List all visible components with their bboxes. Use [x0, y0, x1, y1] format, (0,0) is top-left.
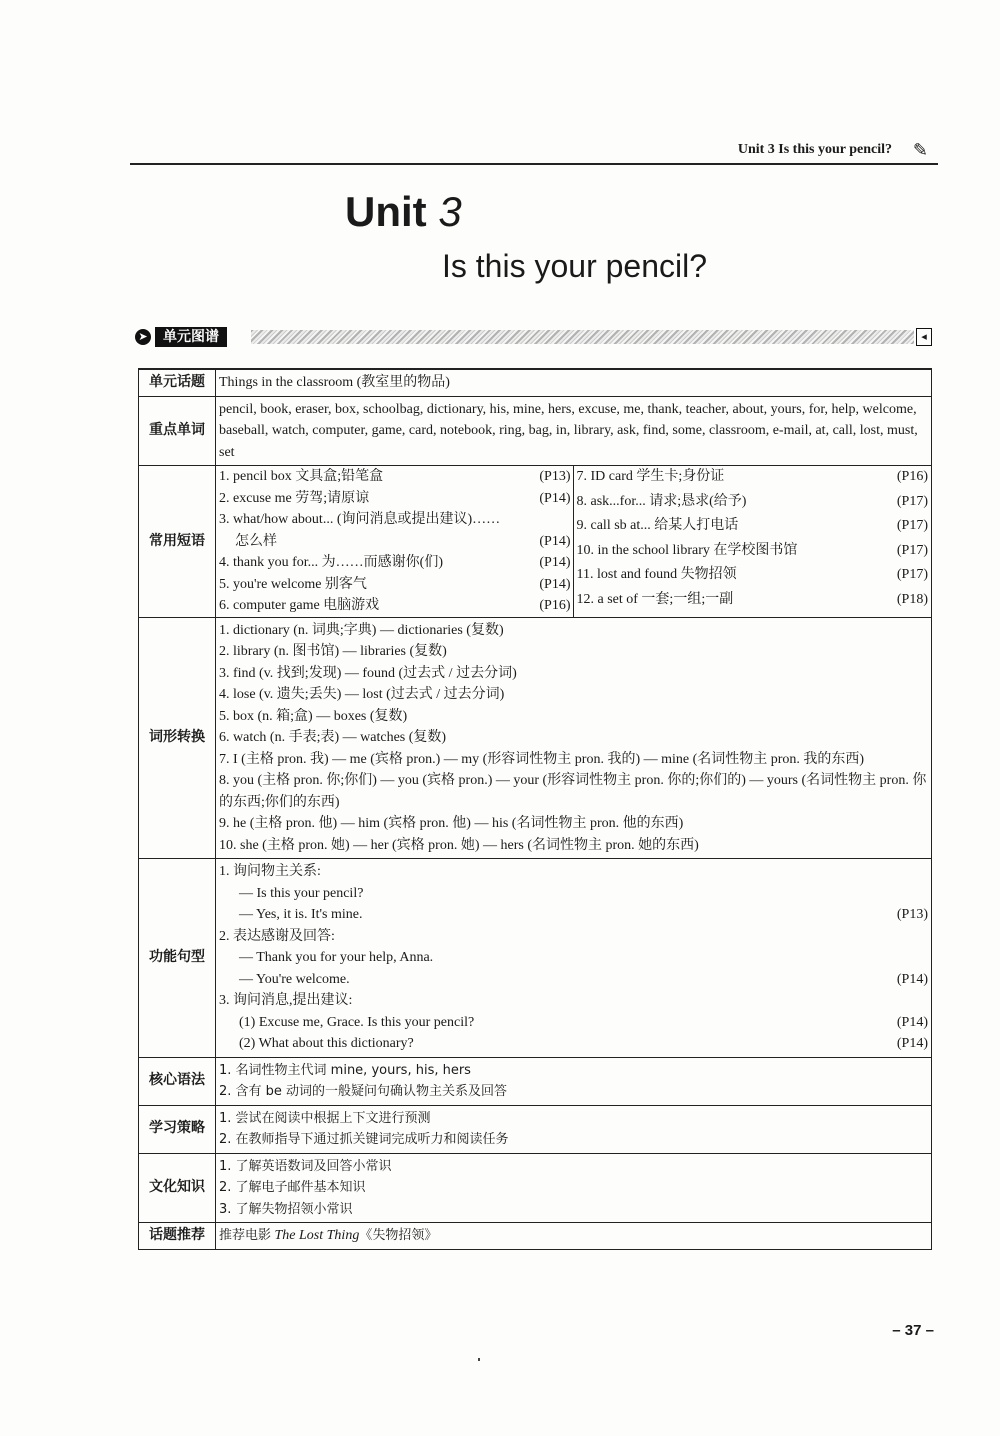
phrase-text: 7. ID card 学生卡;身份证 — [576, 469, 725, 484]
sentence-text: — Thank you for your help, Anna. — [239, 950, 434, 965]
page-ref: (P13) — [539, 469, 571, 484]
cell-label: 词形转换 — [139, 617, 216, 859]
grammar-cell — [216, 1057, 932, 1105]
sentence-text: — Yes, it is. It's mine. — [239, 907, 363, 922]
list-item — [219, 947, 928, 969]
phrase-text: 12. a set of 一套;一组;一副 — [576, 591, 734, 607]
word-forms-cell — [216, 617, 932, 859]
phrase-text: 怎么样 — [235, 533, 277, 549]
list-item: 3. find (v. 找到;发现) — found (过去式 / 过去分词) — [219, 665, 517, 681]
page-number: – 37 – — [892, 1322, 934, 1339]
running-head: Unit 3 Is this your pencil? — [737, 142, 892, 157]
key-words-text: pencil, book, eraser, box, schoolbag, dictionary, his, mine, hers, excuse, me, thank, teacher, about, yours, for, help, welcome, baseball, watch, computer, game, card, notebook, ring, bag, in, library, ask, find, some, classroom, e-mail, at, call, lost, must, set — [216, 396, 932, 466]
list-item — [219, 1033, 928, 1055]
list-item — [219, 488, 571, 510]
arrow-left-icon: ◂ — [916, 328, 932, 346]
topic-text: Things in the classroom (教室里的物品) — [216, 369, 932, 396]
page-ref: (P14) — [896, 1014, 928, 1030]
phrase-text: 11. lost and found 失物招领 — [576, 567, 737, 582]
list-item: 5. box (n. 箱;盒) — boxes (复数) — [219, 708, 408, 724]
list-item — [219, 926, 928, 948]
page-ref: (P14) — [539, 533, 571, 549]
phrase-text: 8. ask...for... 请求;恳求(给予) — [576, 493, 747, 509]
list-item: 4. lose (v. 遗失;丢失) — lost (过去式 / 过去分词) — [219, 687, 505, 702]
row-phrases — [139, 466, 932, 618]
cell-label: 单元话题 — [139, 369, 216, 396]
list-item: 1. dictionary (n. 词典;字典) — dictionaries (复数) — [219, 622, 504, 638]
unit-map-table — [138, 368, 932, 1250]
page-ref: (P14) — [539, 576, 571, 592]
arrow-right-icon: ➤ — [135, 329, 151, 345]
page-ref: (P14) — [539, 555, 571, 570]
page-ref: (P14) — [896, 971, 928, 987]
list-item: 1. 名词性物主代词 mine, yours, his, hers — [219, 1062, 471, 1078]
phrases-left-column — [219, 466, 573, 617]
list-item — [219, 969, 928, 991]
list-item — [219, 883, 928, 905]
speck — [478, 1358, 480, 1361]
list-item — [219, 509, 571, 531]
row-topic — [139, 369, 932, 396]
row-grammar — [139, 1057, 932, 1105]
recommend-prefix: 推荐电影 — [219, 1228, 272, 1243]
unit-number: 3 — [438, 188, 462, 235]
cell-label: 功能句型 — [139, 859, 216, 1058]
banner-badge — [135, 326, 227, 348]
film-title: The Lost Thing — [274, 1228, 360, 1243]
phrases-cell — [216, 466, 932, 618]
list-item: 10. she (主格 pron. 她) — her (宾格 pron. 她) — hers (名词性物主 pron. 她的东西) — [219, 837, 699, 853]
sentence-text: — You're welcome. — [239, 971, 350, 987]
sentence-text: — Is this your pencil? — [239, 885, 364, 901]
recommend-cell — [216, 1223, 932, 1250]
phrase-text: 9. call sb at... 给某人打电话 — [576, 518, 739, 533]
sentence-text: 3. 询问消息,提出建议: — [219, 993, 353, 1008]
phrase-text: 5. you're welcome 别客气 — [219, 576, 367, 592]
cell-label: 学习策略 — [139, 1105, 216, 1153]
phrase-text: 2. excuse me 劳驾;请原谅 — [219, 490, 370, 506]
list-item — [219, 595, 571, 617]
list-item: 7. I (主格 pron. 我) — me (宾格 pron.) — my (形容词性物主 pron. 我的) — mine (名词性物主 pron. 我的东西) — [219, 751, 865, 767]
page-ref: (P18) — [896, 591, 928, 607]
list-item: 8. you (主格 pron. 你;你们) — you (宾格 pron.) — your (形容词性物主 pron. 你的;你们的) — yours (名词性物主 pron. 你的东西;你们的东西) — [219, 773, 927, 810]
list-item — [577, 515, 929, 537]
header-rule — [130, 163, 938, 165]
phrase-text: 10. in the school library 在学校图书馆 — [576, 542, 798, 558]
section-banner — [135, 326, 932, 348]
phrase-text: 3. what/how about... (询问消息或提出建议)…… — [219, 512, 501, 527]
strategy-cell — [216, 1105, 932, 1153]
list-item: 1. 尝试在阅读中根据上下文进行预测 — [219, 1110, 431, 1126]
phrase-text: 4. thank you for... 为……而感谢你(们) — [219, 555, 443, 570]
list-item: 3. 了解失物招领小常识 — [219, 1201, 353, 1217]
phrases-right-column — [573, 466, 929, 617]
list-item: 2. 含有 be 动词的一般疑问句确认物主关系及回答 — [219, 1084, 508, 1099]
banner-texture — [251, 330, 914, 344]
culture-cell — [216, 1153, 932, 1223]
list-item — [577, 491, 929, 513]
list-item: 1. 了解英语数词及回答小常识 — [219, 1158, 392, 1174]
list-item: 2. 在教师指导下通过抓关键词完成听力和阅读任务 — [219, 1132, 509, 1147]
unit-heading — [345, 188, 462, 236]
list-item — [577, 564, 929, 586]
sentence-text: (2) What about this dictionary? — [239, 1036, 414, 1051]
list-item: 2. 了解电子邮件基本知识 — [219, 1180, 366, 1195]
row-functions — [139, 859, 932, 1058]
unit-label: Unit — [345, 188, 427, 235]
list-item — [219, 552, 571, 574]
page-ref: (P13) — [896, 907, 928, 922]
row-word-forms — [139, 617, 932, 859]
banner-label: 单元图谱 — [155, 327, 227, 347]
page-ref: (P17) — [896, 518, 928, 533]
list-item — [219, 531, 571, 553]
sentence-text: 2. 表达感谢及回答: — [219, 928, 335, 944]
row-recommend — [139, 1223, 932, 1250]
cell-label: 文化知识 — [139, 1153, 216, 1223]
functions-cell — [216, 859, 932, 1058]
cell-label: 话题推荐 — [139, 1223, 216, 1250]
sentence-text: (1) Excuse me, Grace. Is this your pencil? — [239, 1014, 475, 1030]
page-ref: (P17) — [896, 567, 928, 582]
row-words — [139, 396, 932, 466]
list-item — [219, 574, 571, 596]
list-item: 6. watch (n. 手表;表) — watches (复数) — [219, 730, 447, 745]
film-title-cn: 《失物招领》 — [359, 1228, 438, 1243]
unit-title: Is this your pencil? — [442, 248, 708, 284]
phrase-text: 1. pencil box 文具盒;铅笔盒 — [219, 469, 384, 484]
phrase-text: 6. computer game 电脑游戏 — [219, 598, 380, 613]
list-item: 9. he (主格 pron. 他) — him (宾格 pron. 他) — his (名词性物主 pron. 他的东西) — [219, 816, 684, 831]
cell-label: 重点单词 — [139, 396, 216, 466]
sentence-text: 1. 询问物主关系: — [219, 864, 321, 879]
list-item — [577, 466, 929, 488]
cell-label: 核心语法 — [139, 1057, 216, 1105]
list-item — [219, 861, 928, 883]
cell-label: 常用短语 — [139, 466, 216, 618]
pen-icon: ✎ — [912, 140, 928, 160]
list-item: 2. library (n. 图书馆) — libraries (复数) — [219, 644, 447, 659]
page-ref: (P14) — [539, 490, 571, 506]
page-ref: (P17) — [896, 542, 928, 558]
list-item — [577, 540, 929, 562]
list-item — [219, 1012, 928, 1034]
list-item — [219, 466, 571, 488]
list-item — [577, 589, 929, 611]
row-culture — [139, 1153, 932, 1223]
page-ref: (P16) — [539, 598, 571, 613]
page-ref: (P16) — [896, 469, 928, 484]
row-strategy — [139, 1105, 932, 1153]
phrases-columns — [219, 466, 928, 617]
list-item — [219, 990, 928, 1012]
page-ref: (P17) — [896, 493, 928, 509]
list-item — [219, 904, 928, 926]
page-ref: (P14) — [896, 1036, 928, 1051]
